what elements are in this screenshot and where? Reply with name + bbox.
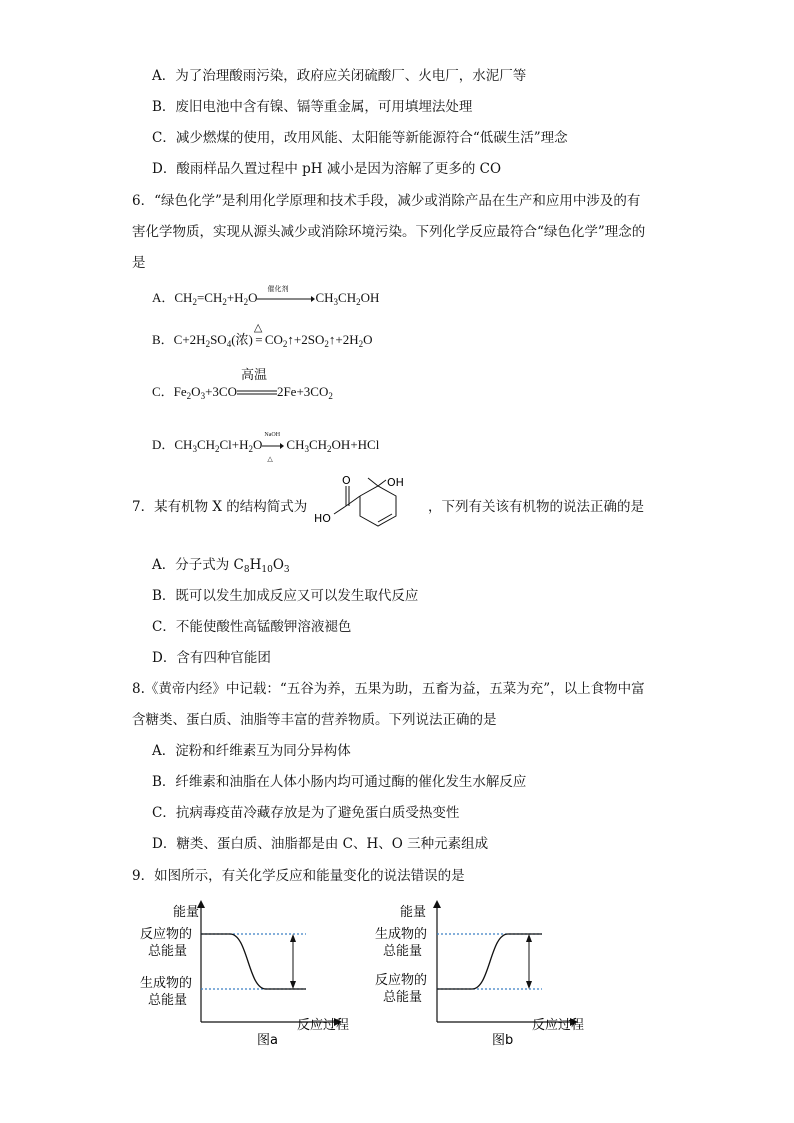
- q7-option-a-text: A．分子式为 C: [152, 557, 244, 573]
- q5-option-a: A．为了治理酸雨污染，政府应关闭硫酸厂、火电厂，水泥厂等: [152, 68, 527, 84]
- q7-stem-post: ，下列有关该有机物的说法正确的是: [428, 499, 644, 515]
- q8-option-c: C．抗病毒疫苗冷藏存放是为了避免蛋白质受热变性: [152, 805, 460, 821]
- fig-b-bottom-label-1: 反应物的: [375, 973, 428, 988]
- q7-option-b: B．既可以发生加成反应又可以发生取代反应: [152, 588, 419, 604]
- q6-option-a-condition: 催化剂: [267, 285, 289, 293]
- q7-structure-diagram: [312, 474, 422, 540]
- q5-option-b: B．废旧电池中含有镍、镉等重金属，可用填埋法处理: [152, 99, 473, 115]
- q7-option-d: D．含有四种官能团: [152, 650, 271, 666]
- q6-option-d: D．$CH_3CH_2Cl+H_2O$ NaOH △ $CH_3CH_2OH+HCl$: [152, 435, 379, 455]
- q8-option-b: B．纤维素和油脂在人体小肠内均可通过酶的催化发生水解反应: [152, 774, 527, 790]
- q6-option-c-condition: 高温: [240, 368, 267, 383]
- q7-structure-ho: HO: [314, 512, 331, 525]
- q6-option-a: A．$CH_2=CH_2+H_2O$ 催化剂 $CH_3CH_2OH$: [152, 288, 379, 308]
- q6-stem-line2: 害化学物质，实现从源头减少或消除环境污染。下列化学反应最符合“绿色化学”理念的: [132, 224, 646, 240]
- q6-option-b: B．$C+2H_2SO_4$(浓) △ $=CO_2↑+2SO_2↑+2H_2O$: [152, 330, 373, 350]
- q6-option-d-prefix: D．: [152, 437, 175, 452]
- fig-b-caption: 图b: [492, 1033, 514, 1048]
- q6-stem-line3: 是: [132, 255, 146, 271]
- q8-stem-line2: 含糖类、蛋白质、油脂等丰富的营养物质。下列说法正确的是: [132, 712, 497, 728]
- fig-a-x-axis-label: 反应过程: [297, 1018, 350, 1033]
- fig-a-top-label-2: 总能量: [148, 944, 188, 959]
- fig-a-top-label-1: 反应物的: [140, 927, 193, 942]
- fig-a-bottom-label-1: 生成物的: [140, 976, 193, 991]
- q7-option-c: C．不能使酸性高锰酸钾溶液褪色: [152, 619, 352, 635]
- fig-b-y-axis-label: 能量: [400, 905, 427, 920]
- q7-structure-oh: OH: [387, 476, 404, 489]
- fig-b-x-axis-label: 反应过程: [532, 1018, 585, 1033]
- q9-figure-b: [366, 898, 606, 1048]
- fig-b-top-label-1: 生成物的: [375, 927, 428, 942]
- q7-stem-pre: 7．某有机物 X 的结构简式为: [132, 499, 308, 515]
- q5-option-c: C．减少燃煤的使用，改用风能、太阳能等新能源符合“低碳生活”理念: [152, 130, 568, 146]
- q6-option-d-condition-top: NaOH: [264, 432, 281, 438]
- q6-option-b-prefix: B．: [152, 332, 174, 347]
- q6-option-a-prefix: A．: [152, 290, 175, 305]
- equals-double-line-icon: [237, 389, 277, 397]
- q5-option-d: D．酸雨样品久置过程中 pH 减小是因为溶解了更多的 CO: [152, 161, 502, 177]
- q6-option-c-prefix: C．: [152, 384, 174, 399]
- q8-option-d: D．糖类、蛋白质、油脂都是由 C、H、O 三种元素组成: [152, 836, 489, 852]
- q6-option-b-condition: △: [253, 322, 263, 334]
- q9-figure-a: [130, 898, 370, 1048]
- fig-a-caption: 图a: [257, 1033, 278, 1048]
- fig-b-bottom-label-2: 总能量: [383, 990, 423, 1005]
- q9-stem: 9．如图所示，有关化学反应和能量变化的说法错误的是: [132, 868, 465, 884]
- q8-stem-line1: 8.《黄帝内经》中记载：“五谷为养，五果为助，五畜为益，五菜为充”，以上食物中富: [132, 681, 645, 697]
- q7-option-a: A．分子式为 $C_8H_{10}O_3$: [152, 557, 290, 575]
- q6-option-b-conc: (浓): [231, 332, 253, 347]
- q6-option-d-condition-bottom: △: [267, 455, 273, 463]
- q6-option-c: C．$Fe_2O_3+3CO$ 高温 $2Fe+3CO_2$: [152, 368, 333, 401]
- q8-option-a: A．淀粉和纤维素互为同分异构体: [152, 743, 351, 759]
- fig-a-y-axis-label: 能量: [173, 905, 200, 920]
- fig-a-bottom-label-2: 总能量: [148, 993, 188, 1008]
- q6-stem-line1: 6．“绿色化学”是利用化学原理和技术手段，减少或消除产品在生产和应用中涉及的有: [132, 193, 641, 209]
- fig-b-top-label-2: 总能量: [383, 944, 423, 959]
- q7-structure-o: O: [342, 474, 351, 487]
